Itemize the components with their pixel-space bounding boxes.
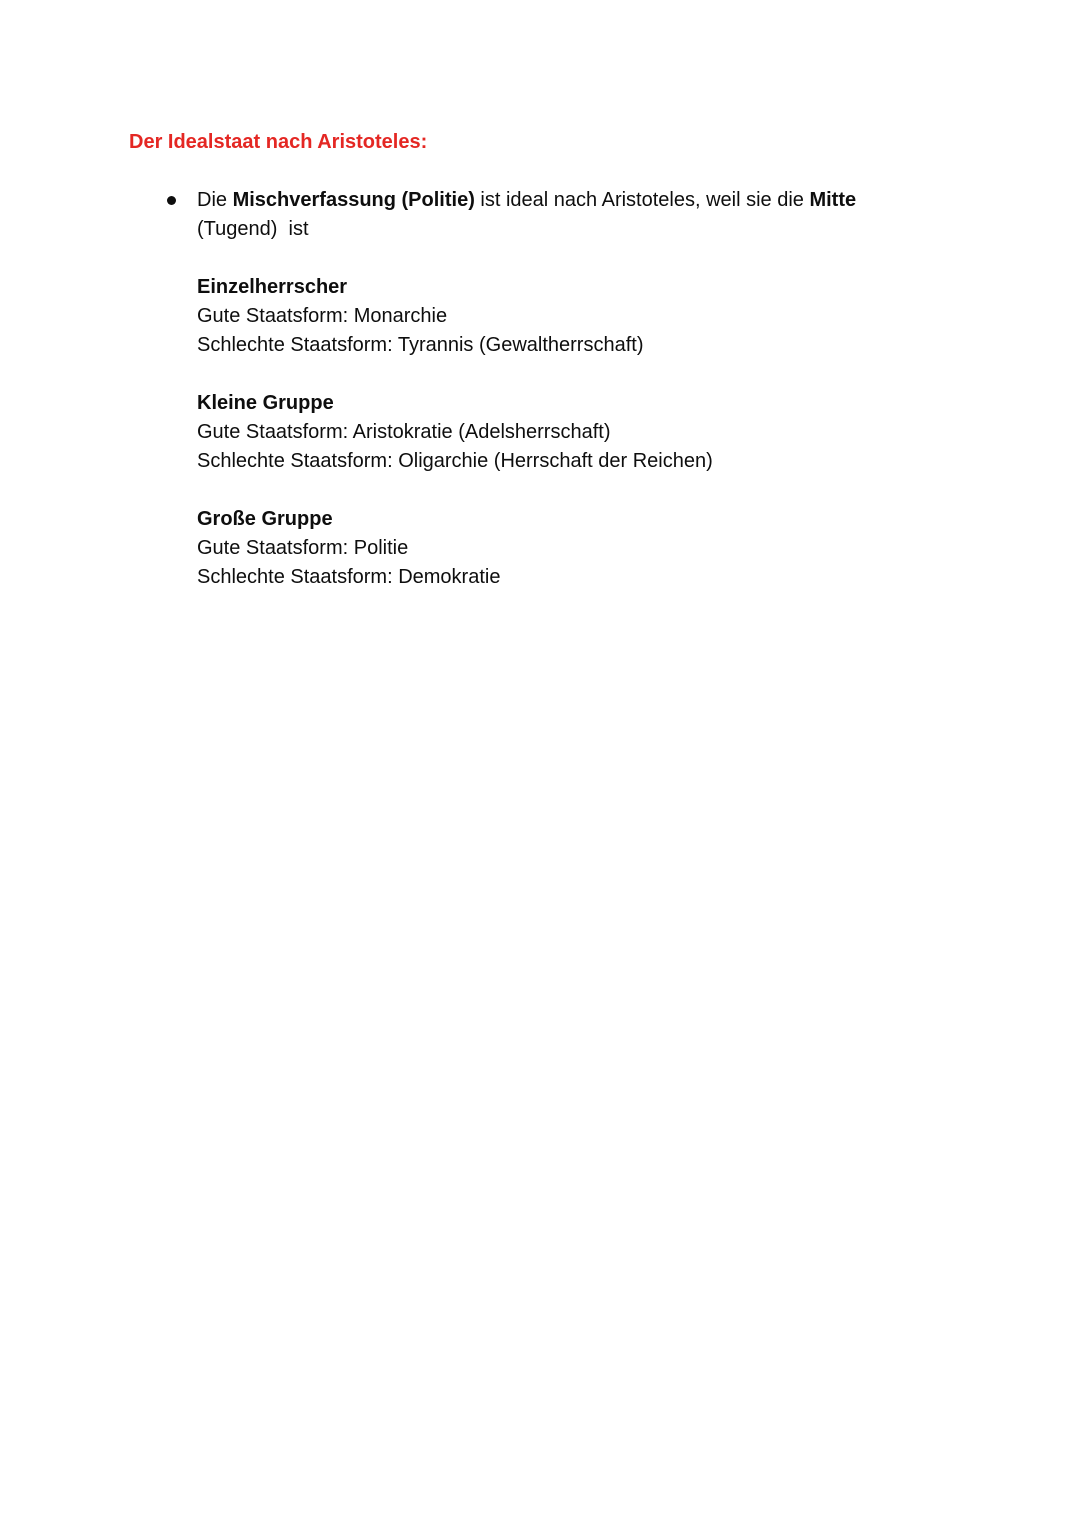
text-run-bold: Mischverfassung (Politie) xyxy=(232,189,475,211)
text-run-bold: Mitte xyxy=(809,189,857,211)
section-grosse-gruppe xyxy=(197,505,959,592)
bullet-icon xyxy=(167,196,176,205)
section-title: Kleine Gruppe xyxy=(197,392,334,414)
section-bad-staatsform: Schlechte Staatsform: Oligarchie (Herrschaft der Reichen) xyxy=(197,450,713,472)
text-run: ist ideal nach Aristoteles, weil sie die xyxy=(474,189,810,211)
document-body xyxy=(129,128,959,592)
section-good-staatsform: Gute Staatsform: Politie xyxy=(197,537,409,559)
section-bad-staatsform: Schlechte Staatsform: Tyrannis (Gewaltherrschaft) xyxy=(197,334,644,356)
section-title: Große Gruppe xyxy=(197,508,333,530)
section-title: Einzelherrscher xyxy=(197,276,348,298)
list-item-text xyxy=(197,186,959,244)
page-title: Der Idealstaat nach Aristoteles: xyxy=(129,131,428,153)
section-kleine-gruppe xyxy=(197,389,959,476)
list-item xyxy=(129,186,959,244)
section-good-staatsform: Gute Staatsform: Aristokratie (Adelsherrschaft) xyxy=(197,421,611,443)
section-good-staatsform: Gute Staatsform: Monarchie xyxy=(197,305,448,327)
bullet-line-1 xyxy=(197,186,959,215)
text-run: Die xyxy=(197,189,233,211)
bullet-line-2: (Tugend) ist xyxy=(197,218,309,240)
section-einzelherrscher xyxy=(197,273,959,360)
section-bad-staatsform: Schlechte Staatsform: Demokratie xyxy=(197,566,501,588)
